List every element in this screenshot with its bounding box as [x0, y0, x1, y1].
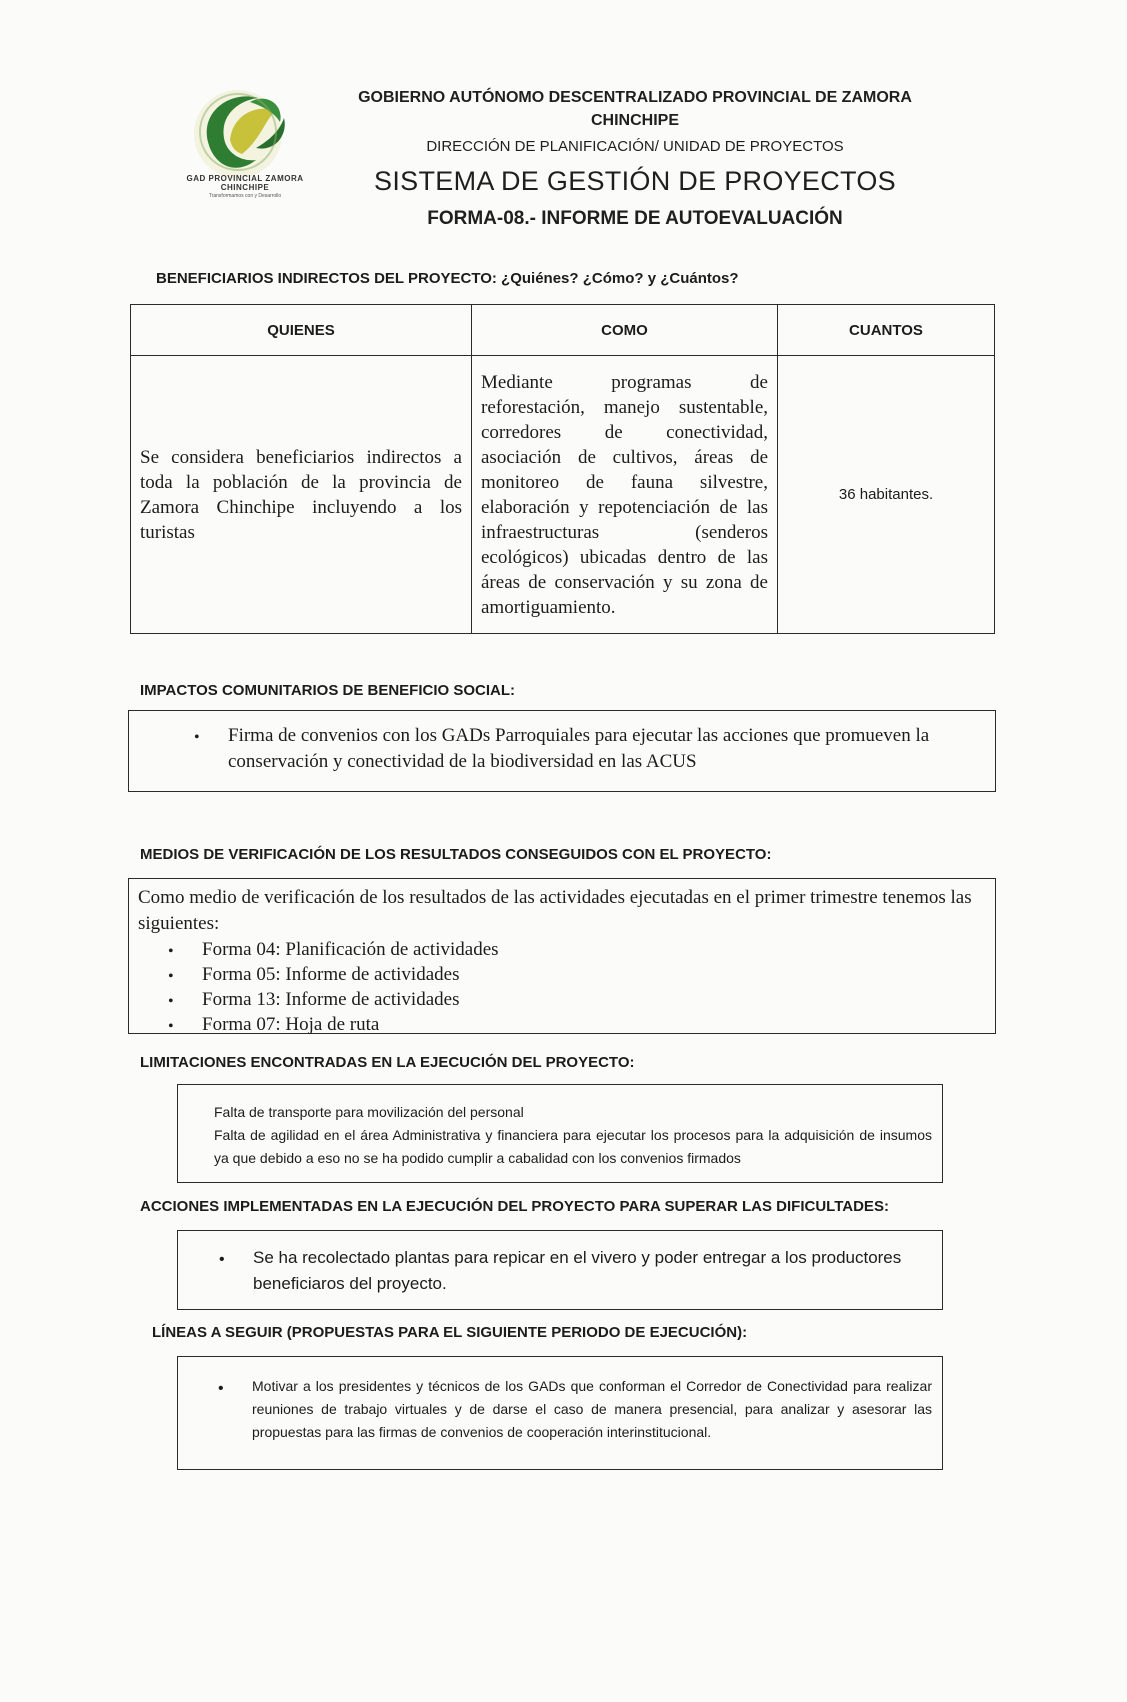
- action-item: • Se ha recolectado plantas para repicar en el vivero y poder entregar a los productores beneficiaros del proyecto.: [219, 1248, 902, 1293]
- form-title: FORMA-08.- INFORME DE AUTOEVALUACIÓN: [427, 208, 843, 229]
- bullet-icon: •: [168, 968, 174, 985]
- next-steps-box: [177, 1356, 943, 1470]
- impacts-heading: IMPACTOS COMUNITARIOS DE BENEFICIO SOCIAL:: [140, 682, 516, 699]
- direction-name: DIRECCIÓN DE PLANIFICACIÓN/ UNIDAD DE PROYECTOS: [426, 138, 844, 155]
- limitation-line: Falta de transporte para movilización del personal: [214, 1104, 524, 1120]
- next-step-item: • Motivar a los presidentes y técnicos de los GADs que conforman el Corredor de Conectividad para realizar reuniones de trabajo virtuales y de darse el caso de manera presencial, para analizar y asesorar las propuestas para las firmas de convenios de cooperación interinstitucional.: [218, 1378, 932, 1440]
- cell-como: Mediante programas de reforestación, manejo sustentable, corredores de conectividad, asociación de cultivos, áreas de monitoreo de fauna silvestre, elaboración y repotenciación de las infraestructuras (senderos ecológicos) ubicadas dentro de las áreas de conservación y su zona de amortiguamiento.: [472, 356, 778, 634]
- verification-item: • Forma 07: Hoja de ruta: [202, 1012, 985, 1037]
- bullet-icon: •: [218, 1380, 224, 1397]
- column-header-quienes: QUIENES: [131, 305, 472, 356]
- cell-quienes: Se considera beneficiarios indirectos a toda la población de la provincia de Zamora Chinchipe incluyendo a los turistas: [131, 356, 472, 634]
- next-steps-heading: LÍNEAS A SEGUIR (PROPUESTAS PARA EL SIGUIENTE PERIODO DE EJECUCIÓN):: [152, 1324, 748, 1341]
- bullet-icon: •: [168, 1018, 174, 1035]
- verification-item: • Forma 05: Informe de actividades: [202, 962, 985, 987]
- bullet-icon: •: [194, 729, 200, 746]
- beneficiaries-heading: BENEFICIARIOS INDIRECTOS DEL PROYECTO: ¿Quiénes? ¿Cómo? y ¿Cuántos?: [156, 270, 739, 287]
- impact-item: • Firma de convenios con los GADs Parroquiales para ejecutar las acciones que promueven la conservación y conectividad de la biodiversidad en las ACUS: [194, 725, 930, 772]
- logo-caption: GAD PROVINCIAL ZAMORA CHINCHIPE Transformamos con y Desarrollo: [186, 174, 304, 199]
- verification-box: [128, 878, 996, 1034]
- bullet-icon: •: [168, 993, 174, 1010]
- verification-heading: MEDIOS DE VERIFICACIÓN DE LOS RESULTADOS CONSEGUIDOS CON EL PROYECTO:: [140, 846, 772, 863]
- column-header-como: COMO: [472, 305, 778, 356]
- government-name: GOBIERNO AUTÓNOMO DESCENTRALIZADO PROVINCIAL DE ZAMORA CHINCHIPE: [358, 89, 912, 129]
- cell-cuantos: 36 habitantes.: [778, 356, 995, 634]
- actions-heading: ACCIONES IMPLEMENTADAS EN LA EJECUCIÓN DEL PROYECTO PARA SUPERAR LAS DIFICULTADES:: [140, 1198, 889, 1215]
- actions-box: [177, 1230, 943, 1310]
- column-header-cuantos: CUANTOS: [778, 305, 995, 356]
- bullet-icon: •: [219, 1251, 225, 1268]
- bullet-icon: •: [168, 943, 174, 960]
- beneficiaries-table: [130, 304, 995, 634]
- system-title: SISTEMA DE GESTIÓN DE PROYECTOS: [374, 166, 896, 196]
- limitations-box: [177, 1084, 943, 1183]
- verification-item: • Forma 04: Planificación de actividades: [202, 937, 985, 962]
- limitation-line: Falta de agilidad en el área Administrativa y financiera para ejecutar los procesos para la adquisición de insumos ya que debido a eso no se ha podido cumplir a cabalidad con los convenios firmados: [214, 1127, 932, 1166]
- verification-item: • Forma 13: Informe de actividades: [202, 987, 985, 1012]
- verification-intro: Como medio de verificación de los resultados de las actividades ejecutadas en el primer trimestre tenemos las siguientes:: [138, 887, 972, 934]
- impacts-box: [128, 710, 996, 792]
- limitations-heading: LIMITACIONES ENCONTRADAS EN LA EJECUCIÓN DEL PROYECTO:: [140, 1054, 635, 1071]
